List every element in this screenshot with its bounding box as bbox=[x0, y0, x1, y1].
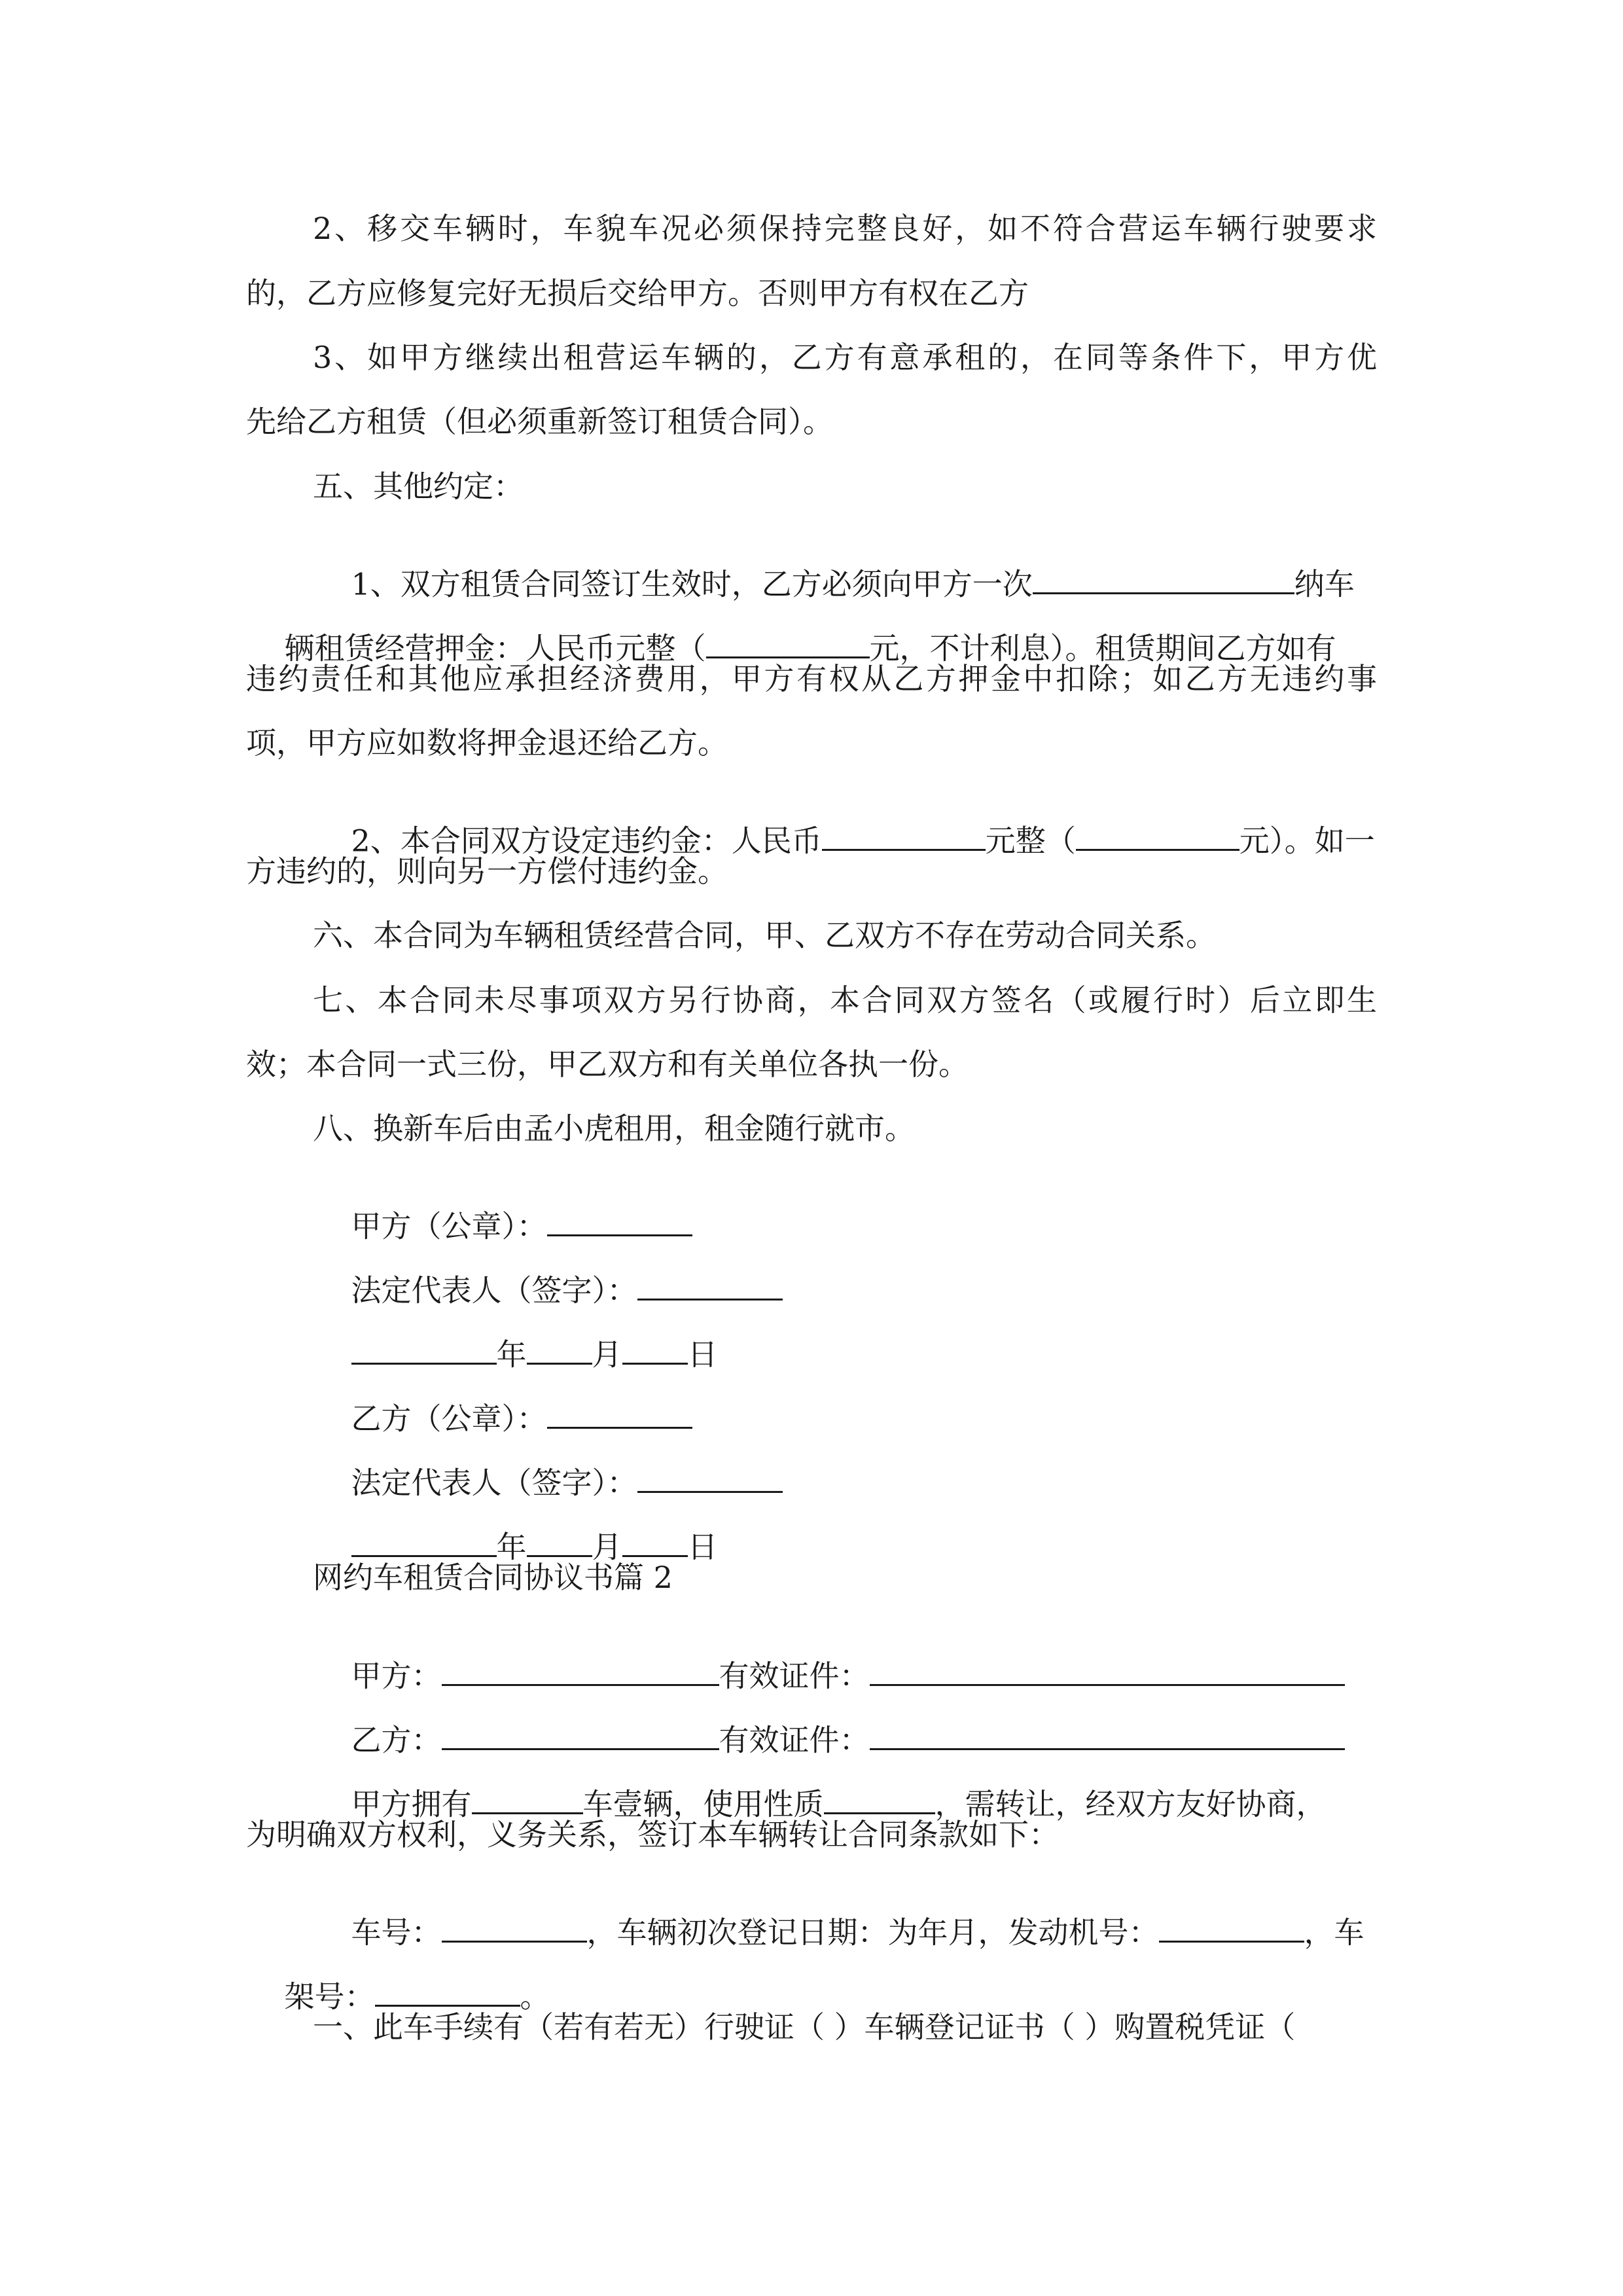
party-b-name-blank bbox=[442, 1721, 719, 1750]
clause-5-1-text-a: 1、双方租赁合同签订生效时，乙方必须向甲方一次 bbox=[351, 566, 1033, 602]
clause-5-1-text-c: 辆租赁经营押金：人民币元整（ bbox=[284, 630, 706, 666]
party-a-label: 甲方： bbox=[351, 1658, 442, 1694]
year-label: 年 bbox=[496, 1529, 527, 1565]
party-a-id-blank bbox=[870, 1657, 1345, 1686]
plate-blank bbox=[442, 1914, 587, 1943]
engine-number-blank bbox=[1159, 1914, 1304, 1943]
party-b-seal-label: 乙方（公章）： bbox=[351, 1401, 547, 1437]
clause-5-1-text-b: 纳车 bbox=[1294, 566, 1355, 602]
intro-text-c: ，需转让，经双方友好协商， bbox=[935, 1786, 1327, 1822]
clause-5-2-text-c: 元）。如一 bbox=[1239, 823, 1375, 859]
vin-period: 。 bbox=[520, 1979, 550, 2015]
clause-5-1-text-d: 元，不计利息）。租赁期间乙方如有 bbox=[869, 630, 1336, 666]
party-a-month-blank bbox=[527, 1336, 592, 1365]
party-a-day-blank bbox=[622, 1336, 688, 1365]
party-b-day-blank bbox=[622, 1528, 688, 1557]
party-a-rep-blank bbox=[637, 1272, 783, 1300]
party-b-year-blank bbox=[351, 1528, 497, 1557]
clause-5-2-line-2: 方违约的，则向另一方偿付违约金。 bbox=[246, 853, 728, 889]
agreement-2-intro-line-2: 为明确双方权利，义务关系，签订本车辆转让合同条款如下： bbox=[246, 1817, 1059, 1852]
clause-5-2-text-a: 2、本合同双方设定违约金：人民币 bbox=[351, 823, 822, 859]
day-label: 日 bbox=[687, 1336, 718, 1372]
penalty-blank-1 bbox=[822, 822, 986, 851]
vehicle-type-blank bbox=[472, 1785, 583, 1814]
party-a-year-blank bbox=[351, 1336, 497, 1365]
party-b-id-label: 有效证件： bbox=[719, 1722, 870, 1758]
clause-2-line-1: 2、移交车辆时，车貌车况必须保持完整良好，如不符合营运车辆行驶要求 bbox=[313, 211, 1377, 246]
agreement-2-title: 网约车租赁合同协议书篇 2 bbox=[313, 1560, 673, 1595]
clause-5-1-line-3: 违约责任和其他应承担经济费用，甲方有权从乙方押金中扣除；如乙方无违约事 bbox=[246, 661, 1377, 696]
party-a-seal-label: 甲方（公章）： bbox=[351, 1208, 547, 1244]
penalty-blank-2 bbox=[1076, 822, 1240, 851]
party-b-rep-label: 法定代表人（签字）： bbox=[351, 1465, 637, 1501]
party-b-rep-blank bbox=[637, 1464, 783, 1493]
intro-text-a: 甲方拥有 bbox=[351, 1786, 472, 1822]
intro-text-b: 车壹辆，使用性质 bbox=[582, 1786, 824, 1822]
section-6: 六、本合同为车辆租赁经营合同，甲、乙双方不存在劳动合同关系。 bbox=[313, 918, 1216, 953]
month-label: 月 bbox=[592, 1336, 622, 1372]
section-5-heading: 五、其他约定： bbox=[313, 469, 524, 504]
party-a-name-blank bbox=[442, 1657, 719, 1686]
clause-5-1-line-4: 项，甲方应如数将押金退还给乙方。 bbox=[246, 725, 728, 761]
party-b-id-blank bbox=[870, 1721, 1345, 1750]
clause-5-2-text-b: 元整（ bbox=[985, 823, 1076, 859]
plate-label: 车号： bbox=[351, 1914, 442, 1950]
agreement-2-clause-1: 一、此车手续有（若有若无）行驶证（ ）车辆登记证书（ ）购置税凭证（ bbox=[313, 2009, 1296, 2045]
deposit-amount-blank bbox=[706, 630, 870, 658]
vehicle-info-text-end: ，车 bbox=[1304, 1914, 1364, 1950]
party-a-rep-label: 法定代表人（签字）： bbox=[351, 1272, 637, 1308]
section-7-line-2: 效；本合同一式三份，甲乙双方和有关单位各执一份。 bbox=[246, 1047, 969, 1082]
vin-label: 架号： bbox=[284, 1979, 375, 2015]
clause-3-line-1: 3、如甲方继续出租营运车辆的，乙方有意承租的，在同等条件下，甲方优 bbox=[313, 340, 1377, 375]
day-label: 日 bbox=[687, 1529, 718, 1565]
section-8: 八、换新车后由孟小虎租用，租金随行就市。 bbox=[313, 1111, 915, 1146]
usage-blank bbox=[824, 1785, 935, 1814]
year-label: 年 bbox=[496, 1336, 527, 1372]
party-b-label: 乙方： bbox=[351, 1722, 442, 1758]
clause-3-line-2: 先给乙方租赁（但必须重新签订租赁合同）。 bbox=[246, 404, 833, 439]
party-a-id-label: 有效证件： bbox=[719, 1658, 870, 1694]
party-b-seal-blank bbox=[547, 1400, 692, 1429]
party-a-seal-blank bbox=[547, 1208, 692, 1236]
party-b-month-blank bbox=[527, 1528, 592, 1557]
section-7-line-1: 七、本合同未尽事项双方另行协商，本合同双方签名（或履行时）后立即生 bbox=[313, 982, 1377, 1018]
deposit-blank-1 bbox=[1033, 565, 1294, 594]
vin-blank bbox=[375, 1978, 520, 2007]
registration-date-text: ，车辆初次登记日期：为年月，发动机号： bbox=[586, 1914, 1159, 1950]
clause-2-line-2: 的，乙方应修复完好无损后交给甲方。否则甲方有权在乙方 bbox=[246, 276, 1029, 311]
month-label: 月 bbox=[592, 1529, 622, 1565]
